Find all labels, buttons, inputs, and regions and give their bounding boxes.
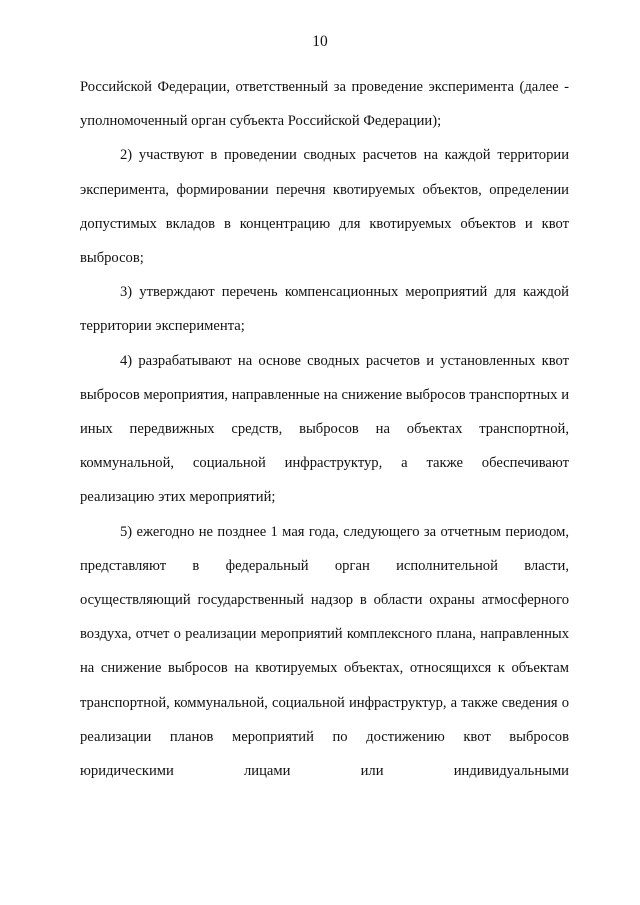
paragraph-item-2: 2) участвуют в проведении сводных расчетов на каждой территории эксперимента, формировании перечня квотируемых объектов, определении допустимых вкладов в концентрацию для квотируемых объектов и квот выбросов; <box>80 147 569 267</box>
paragraph-item-4: 4) разрабатывают на основе сводных расчетов и установленных квот выбросов мероприятия, направленные на снижение выбросов транспортных и иных передвижных средств, выбросов на объектах транспортной, коммунальной, социальной инфраструктур, а также обеспечивают реализацию этих мероприятий; <box>80 352 569 506</box>
paragraph-continuation: Российской Федерации, ответственный за проведение эксперимента (далее - уполномоченный орган субъекта Российской Федерации); <box>80 79 569 130</box>
document-body <box>80 70 569 788</box>
paragraph-item-3: 3) утверждают перечень компенсационных мероприятий для каждой территории эксперимента; <box>80 284 569 335</box>
paragraph-item-5: 5) ежегодно не позднее 1 мая года, следующего за отчетным периодом, представляют в федеральный орган исполнительной власти, осуществляющий государственный надзор в области охраны атмосферного воздуха, отчет о реализации мероприятий комплексного плана, направленных на снижение выбросов на квотируемых объектах, относящихся к объектам транспортной, коммунальной, социальной инфраструктур, а также сведения о реализации планов мероприятий по достижению квот выбросов юридическими лицами или индивидуальными <box>80 523 569 780</box>
page-number: 10 <box>312 33 328 50</box>
